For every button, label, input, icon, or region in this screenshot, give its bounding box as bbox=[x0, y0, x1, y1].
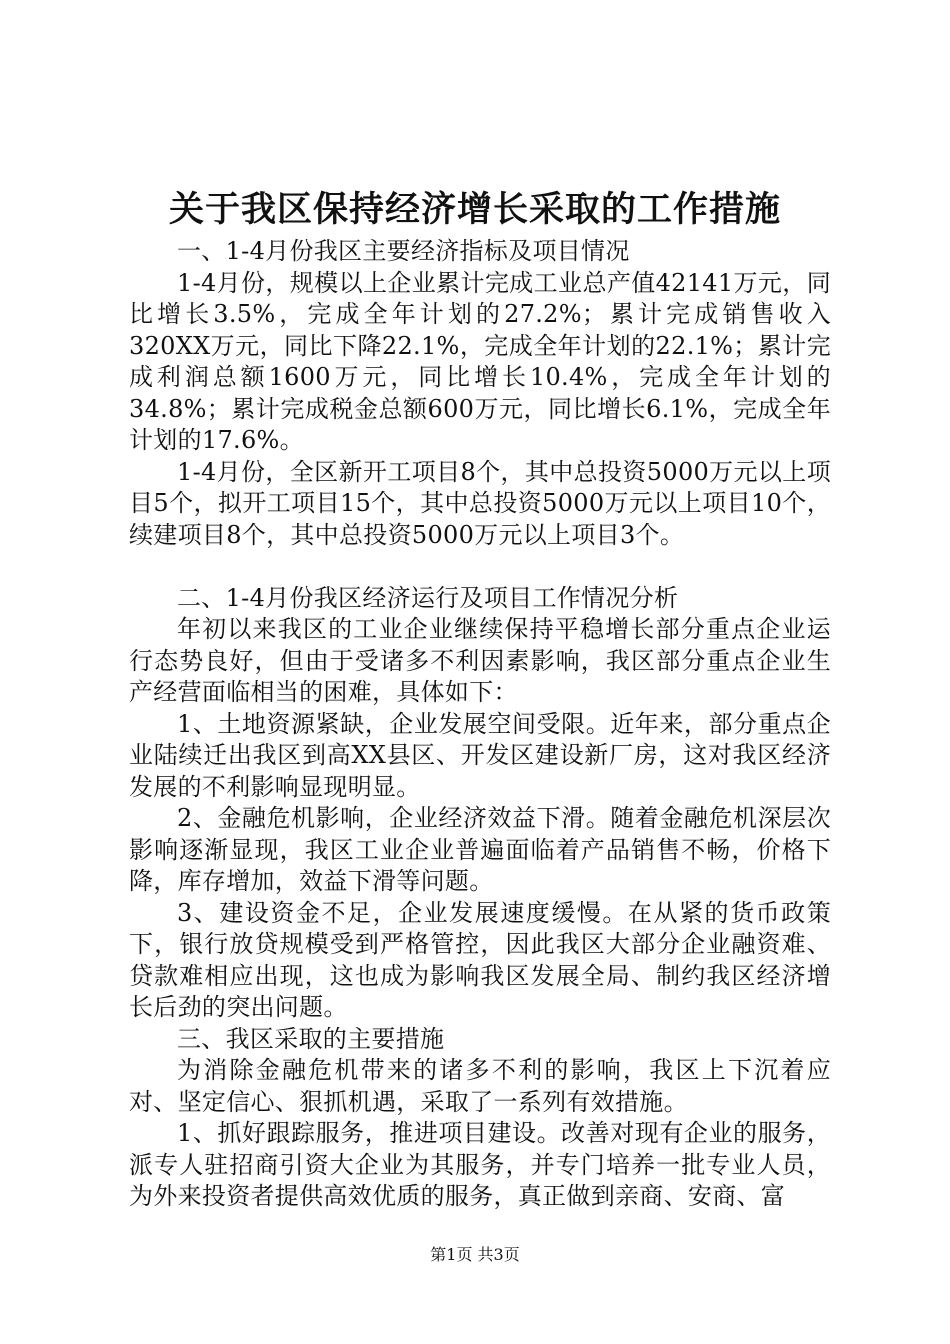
document-body bbox=[129, 236, 831, 1213]
paragraph-land-resources: 1、土地资源紧缺，企业发展空间受限。近年来，部分重点企业陆续迁出我区到高XX县区、开发区建设新厂房，这对我区经济发展的不利影响显现明显。 bbox=[129, 709, 831, 801]
paragraph-analysis-intro: 年初以来我区的工业企业继续保持平稳增长部分重点企业运行态势良好，但由于受诸多不利因素影响，我区部分重点企业生产经营面临相当的困难，具体如下： bbox=[129, 615, 831, 706]
paragraph-funding-shortage: 3、建设资金不足，企业发展速度缓慢。在从紧的货币政策下，银行放贷规模受到严格管控，因此我区大部分企业融资难、贷款难相应出现，这也成为影响我区发展全局、制约我区经济增长后劲的突出问题。 bbox=[129, 898, 831, 1021]
paragraph-indicators: 1-4月份，规模以上企业累计完成工业总产值42141万元，同比增长3.5%，完成全年计划的27.2%；累计完成销售收入320XX万元，同比下降22.1%，完成全年计划的22.1%；累计完成利润总额1600万元，同比增长10.4%，完成全年计划的34.8%；累计完成税金总额600万元，同比增长6.1%，完成全年计划的17.6%。 bbox=[129, 268, 831, 454]
section-heading-3: 三、我区采取的主要措施 bbox=[177, 1024, 445, 1053]
section-heading-2: 二、1-4月份我区经济运行及项目工作情况分析 bbox=[177, 583, 679, 612]
document-title: 关于我区保持经济增长采取的工作措施 bbox=[168, 189, 781, 230]
blank-line bbox=[129, 551, 831, 583]
page-number: 第1页 共3页 bbox=[430, 1245, 520, 1264]
section-heading-1: 一、1-4月份我区主要经济指标及项目情况 bbox=[177, 237, 630, 265]
paragraph-measure-1: 1、抓好跟踪服务，推进项目建设。改善对现有企业的服务，派专人驻招商引资大企业为其服务，并专门培养一批专业人员，为外来投资者提供高效优质的服务，真正做到亲商、安商、富 bbox=[129, 1119, 831, 1210]
paragraph-financial-crisis: 2、金融危机影响，企业经济效益下滑。随着金融危机深层次影响逐渐显现，我区工业企业普遍面临着产品销售不畅，价格下降，库存增加，效益下滑等问题。 bbox=[129, 804, 831, 895]
paragraph-measures-intro: 为消除金融危机带来的诸多不利的影响，我区上下沉着应对、坚定信心、狠抓机遇，采取了一系列有效措施。 bbox=[129, 1056, 831, 1116]
paragraph-projects: 1-4月份，全区新开工项目8个，其中总投资5000万元以上项目5个，拟开工项目15个，其中总投资5000万元以上项目10个，续建项目8个，其中总投资5000万元以上项目3个。 bbox=[129, 457, 831, 549]
